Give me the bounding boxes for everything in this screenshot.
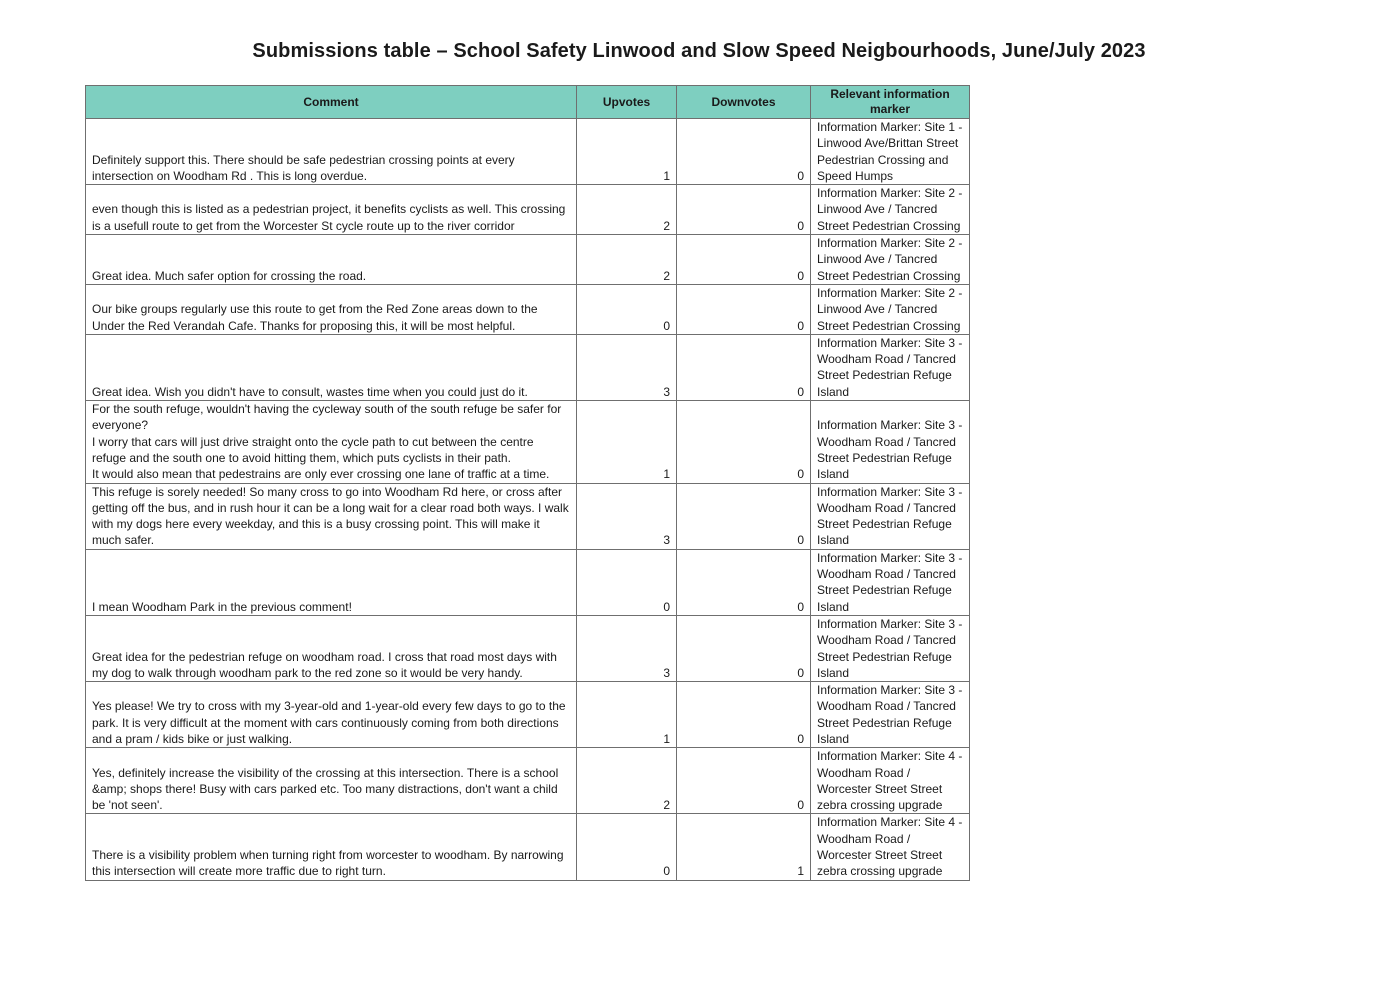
upvotes-cell: 1 xyxy=(577,682,677,748)
downvotes-cell: 0 xyxy=(677,401,811,483)
upvotes-cell: 2 xyxy=(577,185,677,235)
comment-cell: Great idea for the pedestrian refuge on woodham road. I cross that road most days with my dog to walk through woodham park to the red zone so it would be very handy. xyxy=(86,615,577,681)
comment-cell: For the south refuge, wouldn't having the cycleway south of the south refuge be safer for everyone? I worry that cars will just drive straight onto the cycle path to cut between the centre refuge and the south one to avoid hitting them, which puts cyclists in their path. It would also mean that pedestrains are only ever crossing one lane of traffic at a time. xyxy=(86,401,577,483)
marker-cell: Information Marker: Site 3 - Woodham Road / Tancred Street Pedestrian Refuge Island xyxy=(811,682,970,748)
column-header-comment: Comment xyxy=(86,86,577,119)
marker-cell: Information Marker: Site 1 - Linwood Ave/Brittan Street Pedestrian Crossing and Speed Humps xyxy=(811,119,970,185)
comment-cell: Great idea. Much safer option for crossing the road. xyxy=(86,235,577,285)
comment-cell: even though this is listed as a pedestrian project, it benefits cyclists as well. This crossing is a usefull route to get from the Worcester St cycle route up to the river corridor xyxy=(86,185,577,235)
marker-cell: Information Marker: Site 2 - Linwood Ave / Tancred Street Pedestrian Crossing xyxy=(811,185,970,235)
marker-cell: Information Marker: Site 3 - Woodham Road / Tancred Street Pedestrian Refuge Island xyxy=(811,334,970,400)
upvotes-cell: 1 xyxy=(577,401,677,483)
downvotes-cell: 0 xyxy=(677,483,811,549)
table-row xyxy=(86,483,970,549)
marker-cell: Information Marker: Site 2 - Linwood Ave / Tancred Street Pedestrian Crossing xyxy=(811,284,970,334)
downvotes-cell: 0 xyxy=(677,748,811,814)
upvotes-cell: 3 xyxy=(577,334,677,400)
downvotes-cell: 0 xyxy=(677,615,811,681)
upvotes-cell: 2 xyxy=(577,235,677,285)
table-row xyxy=(86,682,970,748)
column-header-downvotes: Downvotes xyxy=(677,86,811,119)
table-row xyxy=(86,119,970,185)
comment-cell: Yes, definitely increase the visibility of the crossing at this intersection. There is a school &amp; shops there! Busy with cars parked etc. Too many distractions, don't want a child be 'not seen'. xyxy=(86,748,577,814)
downvotes-cell: 0 xyxy=(677,682,811,748)
column-header-upvotes: Upvotes xyxy=(577,86,677,119)
table-row xyxy=(86,615,970,681)
upvotes-cell: 0 xyxy=(577,814,677,880)
table-row xyxy=(86,334,970,400)
downvotes-cell: 0 xyxy=(677,185,811,235)
marker-cell: Information Marker: Site 3 - Woodham Road / Tancred Street Pedestrian Refuge Island xyxy=(811,483,970,549)
marker-cell: Information Marker: Site 4 - Woodham Road / Worcester Street Street zebra crossing upgrade xyxy=(811,814,970,880)
table-row xyxy=(86,814,970,880)
upvotes-cell: 0 xyxy=(577,284,677,334)
table-row xyxy=(86,185,970,235)
marker-cell: Information Marker: Site 2 - Linwood Ave / Tancred Street Pedestrian Crossing xyxy=(811,235,970,285)
table-row xyxy=(86,284,970,334)
upvotes-cell: 2 xyxy=(577,748,677,814)
header-row xyxy=(86,86,970,119)
downvotes-cell: 0 xyxy=(677,235,811,285)
comment-cell: This refuge is sorely needed! So many cross to go into Woodham Rd here, or cross after getting off the bus, and in rush hour it can be a long wait for a clear road both ways. I walk with my dogs here every weekday, and this is a busy crossing point. This will make it much safer. xyxy=(86,483,577,549)
upvotes-cell: 3 xyxy=(577,615,677,681)
upvotes-cell: 3 xyxy=(577,483,677,549)
marker-cell: Information Marker: Site 4 - Woodham Road / Worcester Street Street zebra crossing upgrade xyxy=(811,748,970,814)
comment-cell: I mean Woodham Park in the previous comment! xyxy=(86,549,577,615)
comment-cell: Definitely support this. There should be safe pedestrian crossing points at every intersection on Woodham Rd . This is long overdue. xyxy=(86,119,577,185)
upvotes-cell: 0 xyxy=(577,549,677,615)
marker-cell: Information Marker: Site 3 - Woodham Road / Tancred Street Pedestrian Refuge Island xyxy=(811,549,970,615)
table-row xyxy=(86,549,970,615)
downvotes-cell: 0 xyxy=(677,334,811,400)
downvotes-cell: 0 xyxy=(677,284,811,334)
comment-cell: There is a visibility problem when turning right from worcester to woodham. By narrowing this intersection will create more traffic due to right turn. xyxy=(86,814,577,880)
downvotes-cell: 0 xyxy=(677,119,811,185)
comment-cell: Our bike groups regularly use this route to get from the Red Zone areas down to the Under the Red Verandah Cafe. Thanks for proposing this, it will be most helpful. xyxy=(86,284,577,334)
page-title: Submissions table – School Safety Linwood and Slow Speed Neigbourhoods, June/July 2023 xyxy=(252,40,1146,62)
table-row xyxy=(86,401,970,483)
downvotes-cell: 0 xyxy=(677,549,811,615)
marker-cell: Information Marker: Site 3 - Woodham Road / Tancred Street Pedestrian Refuge Island xyxy=(811,401,970,483)
downvotes-cell: 1 xyxy=(677,814,811,880)
table-row xyxy=(86,235,970,285)
comment-cell: Great idea. Wish you didn't have to consult, wastes time when you could just do it. xyxy=(86,334,577,400)
column-header-marker: Relevant information marker xyxy=(811,86,970,119)
table-row xyxy=(86,748,970,814)
marker-cell: Information Marker: Site 3 - Woodham Road / Tancred Street Pedestrian Refuge Island xyxy=(811,615,970,681)
submissions-table xyxy=(85,85,970,881)
upvotes-cell: 1 xyxy=(577,119,677,185)
comment-cell: Yes please! We try to cross with my 3-year-old and 1-year-old every few days to go to the park. It is very difficult at the moment with cars continuously coming from both directions and a pram / kids bike or just walking. xyxy=(86,682,577,748)
